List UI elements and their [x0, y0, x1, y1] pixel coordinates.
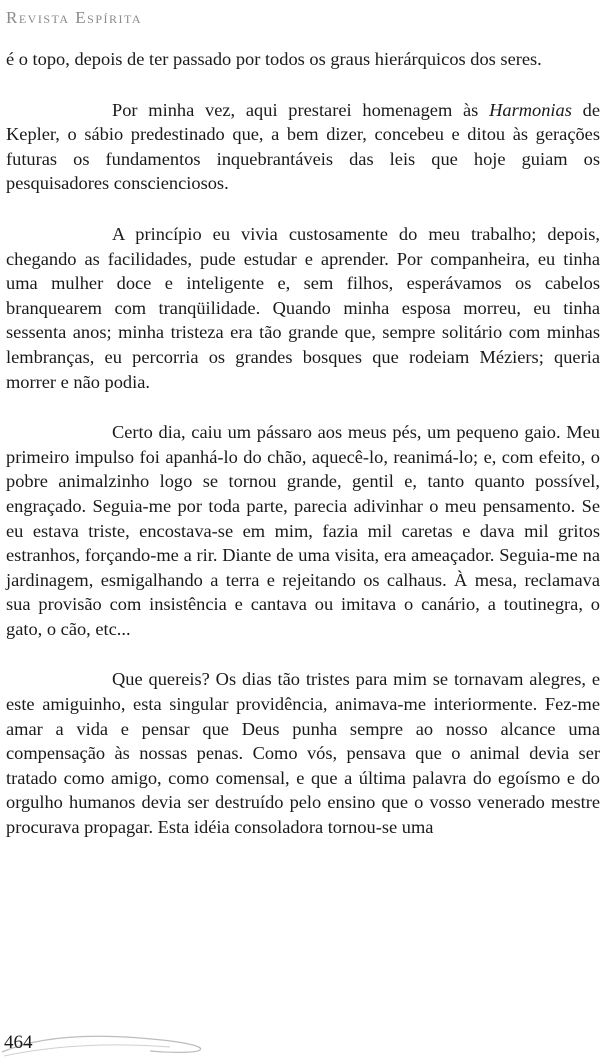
paragraph-5: Que quereis? Os dias tão tristes para mim se tornavam alegres, e este amiguinho, esta singular providência, animava-me interiormente. Fez-me amar a vida e pensar que Deus punha sempre ao nosso alcance uma compensação às nossas penas. Como vós, pensava que o animal devia ser tratado como amigo, como comensal, e que a última palavra do egoísmo e do orgulho humanos devia ser destruído pelo ensino que o vosso venerado mestre procurava propagar. Esta idéia consoladora tornou-se uma	[6, 669, 600, 838]
work-title-italic: Harmonias	[489, 99, 572, 120]
paragraph-2-lead: Por minha vez, aqui prestarei homenagem às	[112, 99, 490, 120]
page-number: 464	[4, 1032, 33, 1053]
paragraph-3: A princípio eu vivia custosamente do meu trabalho; depois, chegando as facilidades, pude estudar e aprender. Por companheira, eu tinha uma mulher doce e inteligente e, sem filhos, esperávamos os cabelos branquearem com tranqüilidade. Quando minha esposa morreu, eu tinha sessenta anos; minha tristeza era tão grande que, sempre solitário com minhas lembranças, eu percorria os grandes bosques que rodeiam Méziers; queria morrer e não podia.	[6, 223, 600, 392]
decorative-swoosh-icon	[0, 1022, 240, 1062]
body-text	[6, 47, 600, 840]
running-header: Revista Espírita	[6, 8, 143, 27]
paragraph-1: é o topo, depois de ter passado por todos os graus hierárquicos dos seres.	[6, 49, 542, 69]
paragraph-4: Certo dia, caiu um pássaro aos meus pés, um pequeno gaio. Meu primeiro impulso foi apanhá-lo do chão, aquecê-lo, reanimá-lo; e, com efeito, o pobre animalzinho logo se tornou grande, gentil e, tanto quanto possível, engraçado. Seguia-me por toda parte, parecia adivinhar o meu pensamento. Se eu estava triste, encostava-se em mim, fazia mil caretas e dava mil gritos estranhos, forçando-me a rir. Diante de uma visita, era ameaçador. Seguia-me na jardinagem, esmigalhando a terra e rejeitando os calhaus. À mesa, reclamava sua provisão com insistência e cantava ou imitava o canário, a toutinegra, o gato, o cão, etc...	[6, 422, 600, 639]
paragraph-2-rest: de Kepler, o sábio predestinado que, a bem dizer, concebeu e ditou às gerações futuras os fundamentos inquebrantáveis das leis que hoje guiam os pesquisadores conscienciosos.	[6, 99, 600, 194]
paragraph-2	[6, 98, 600, 196]
